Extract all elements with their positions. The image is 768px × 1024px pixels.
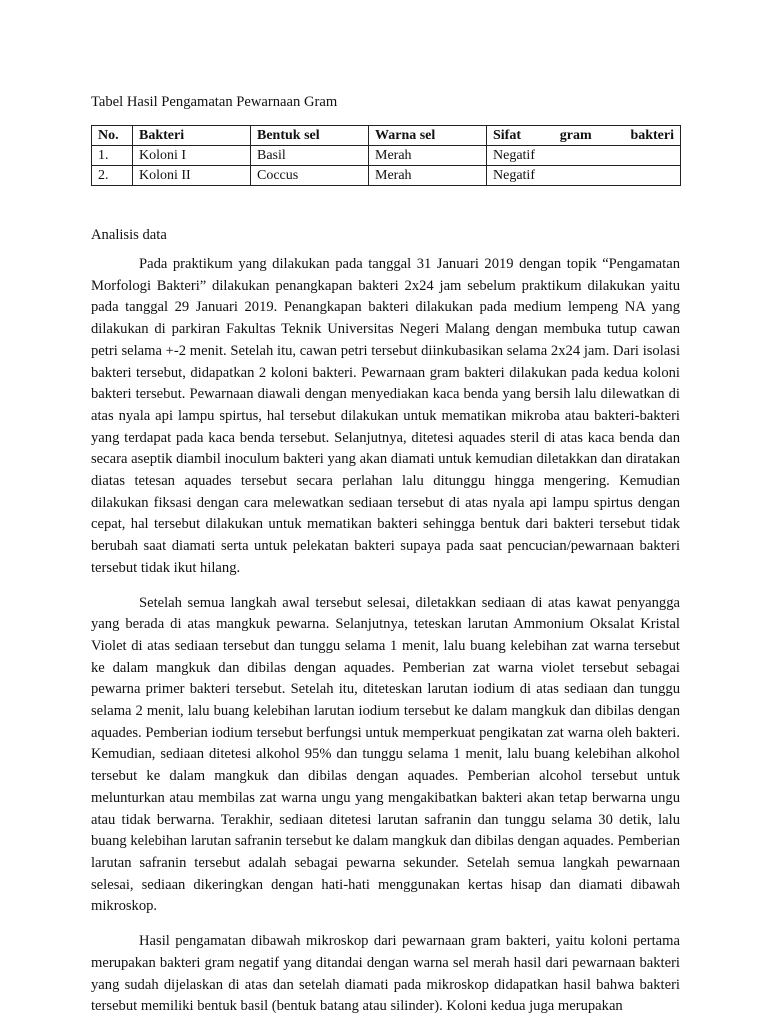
cell-bakteri: Koloni II bbox=[133, 166, 251, 186]
cell-bentuk-sel: Basil bbox=[251, 146, 369, 166]
cell-bentuk-sel: Coccus bbox=[251, 166, 369, 186]
cell-no: 1. bbox=[92, 146, 133, 166]
cell-sifat-gram: Negatif bbox=[487, 166, 681, 186]
header-bentuk-sel: Bentuk sel bbox=[251, 126, 369, 146]
cell-no: 2. bbox=[92, 166, 133, 186]
table-title: Tabel Hasil Pengamatan Pewarnaan Gram bbox=[91, 94, 338, 110]
cell-warna-sel: Merah bbox=[369, 166, 487, 186]
header-warna-sel: Warna sel bbox=[369, 126, 487, 146]
header-no: No. bbox=[92, 126, 133, 146]
table-header-row bbox=[92, 126, 681, 146]
analysis-paragraph-1: Pada praktikum yang dilakukan pada tanggal 31 Januari 2019 dengan topik “Pengamatan Morfologi Bakteri” dilakukan penangkapan bakteri 2x24 jam sebelum praktikum dilakukan yaitu pada tanggal 29 Januari 2019. Penangkapan bakteri dilakukan pada medium lempeng NA yang dilakukan di parkiran Fakultas Teknik Universitas Negeri Malang dengan membuka tutup cawan petri selama +-2 menit. Setelah itu, cawan petri tersebut diinkubasikan selama 2x24 jam. Dari isolasi bakteri tersebut, didapatkan 2 koloni bakteri. Pewarnaan gram bakteri dilakukan pada kedua koloni bakteri tersebut. Pewarnaan diawali dengan menyediakan kaca benda yang bersih lalu dilewatkan di atas nyala api lampu spirtus, hal tersebut dilakukan untuk mematikan mikroba atau bakteri-bakteri yang terdapat pada kaca benda tersebut. Selanjutnya, ditetesi aquades steril di atas kaca benda dan secara aseptik diambil inoculum bakteri yang akan diamati untuk kemudian diletakkan dan diratakan diatas tetesan aquades tersebut secara perlahan lalu ditunggu hingga mengering. Kemudian dilakukan fiksasi dengan cara melewatkan sediaan tersebut di atas nyala api lampu spirtus dengan cepat, hal tersebut dilakukan untuk mematikan bakteri sehingga bentuk dari bakteri tersebut tidak berubah saat diamati serta untuk pelekatan bakteri supaya pada saat pencucian/pewarnaan bakteri tersebut tidak ikut hilang. bbox=[91, 256, 680, 576]
table-row bbox=[92, 166, 681, 186]
analysis-heading: Analisis data bbox=[91, 227, 167, 243]
results-table bbox=[91, 125, 681, 186]
header-bakteri: Bakteri bbox=[133, 126, 251, 146]
cell-warna-sel: Merah bbox=[369, 146, 487, 166]
cell-sifat-gram: Negatif bbox=[487, 146, 681, 166]
cell-bakteri: Koloni I bbox=[133, 146, 251, 166]
analysis-paragraph-3: Hasil pengamatan dibawah mikroskop dari pewarnaan gram bakteri, yaitu koloni pertama merupakan bakteri gram negatif yang ditandai dengan warna sel merah hasil dari pewarnaan bakteri yang sudah dijelaskan di atas dan setelah diamati pada mikroskop didapatkan hasil bahwa bakteri tersebut memiliki bentuk basil (bentuk batang atau silinder). Koloni kedua juga merupakan bbox=[91, 933, 680, 1015]
analysis-paragraph-2: Setelah semua langkah awal tersebut selesai, diletakkan sediaan di atas kawat penyangga yang berada di atas mangkuk pewarna. Selanjutnya, teteskan larutan Ammonium Oksalat Kristal Violet di atas sediaan tersebut dan tunggu selama 1 menit, lalu buang kelebihan zat warna tersebut ke dalam mangkuk dan dibilas dengan aquades. Pemberian zat warna violet tersebut sebagai pewarna primer bakteri tersebut. Setelah itu, diteteskan larutan iodium di atas sediaan dan tunggu selama 2 menit, lalu buang kelebihan larutan iodium tersebut ke dalam mangkuk dan dibilas dengan aquades. Pemberian iodium tersebut berfungsi untuk memperkuat pengikatan zat warna oleh bakteri. Kemudian, sediaan ditetesi alkohol 95% dan tunggu selama 1 menit, lalu buang kelebihan alkohol tersebut ke dalam mangkuk dan dibilas dengan aquades. Pemberian alcohol tersebut untuk melunturkan atau membilas zat warna ungu yang mengakibatkan bakteri akan tetap berwarna ungu atau tidak berwarna. Terakhir, sediaan ditetesi larutan safranin dan tunggu selama 30 detik, lalu buang kelebihan larutan safranin tersebut ke dalam mangkuk dan dibilas dengan aquades. Pemberian larutan safranin tersebut adalah sebagai pewarna sekunder. Setelah semua langkah pewarnaan selesai, sediaan dikeringkan dengan hati-hati menggunakan kertas hisap dan diamati dibawah mikroskop. bbox=[91, 594, 680, 915]
header-sifat-gram: Sifat gram bakteri bbox=[487, 126, 681, 146]
table-row bbox=[92, 146, 681, 166]
